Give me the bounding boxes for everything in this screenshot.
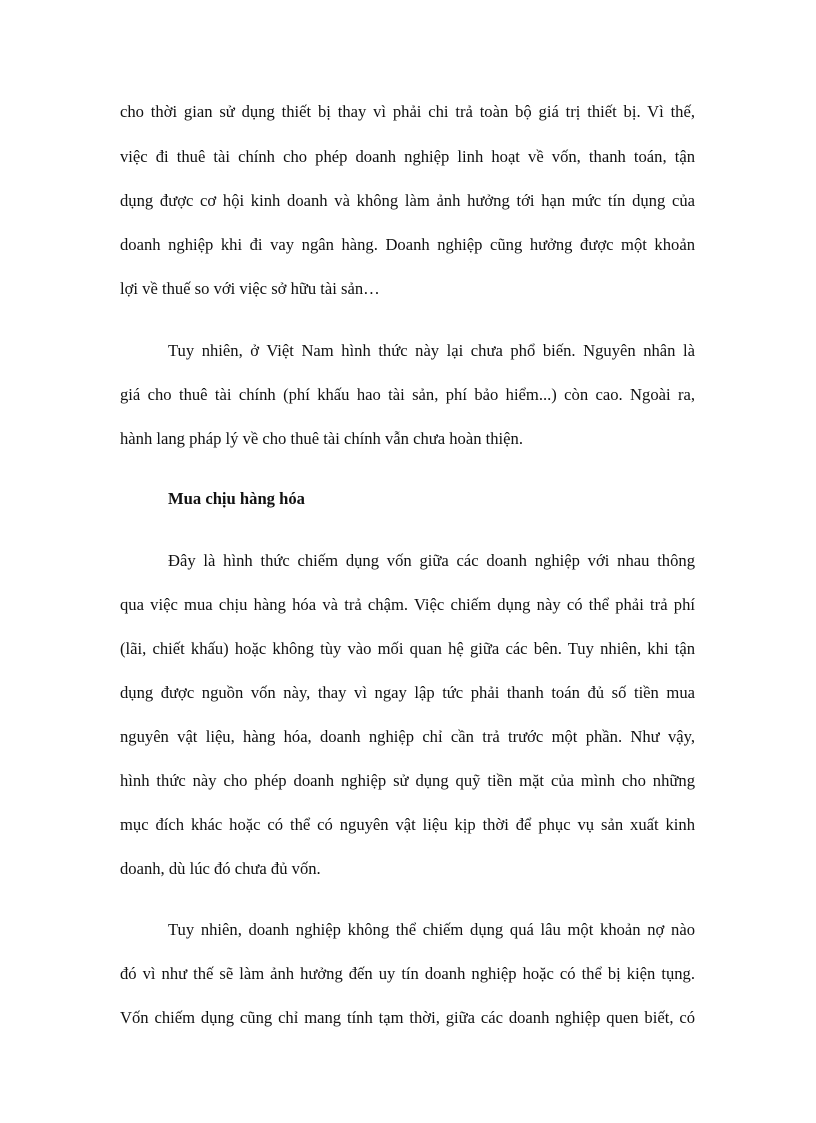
text-line: Tuy nhiên, doanh nghiệp không thể chiếm dụng quá lâu một khoản nợ nào <box>168 920 695 939</box>
text-line: mục đích khác hoặc có thể có nguyên vật liệu kịp thời để phục vụ sản xuất kinh <box>120 815 695 834</box>
text-line: doanh, dù lúc đó chưa đủ vốn. <box>120 859 321 878</box>
text-line: (lãi, chiết khấu) hoặc không tùy vào mối quan hệ giữa các bên. Tuy nhiên, khi tận <box>120 639 695 658</box>
text-line: hành lang pháp lý về cho thuê tài chính vẫn chưa hoàn thiện. <box>120 429 523 448</box>
text-line: đó vì như thế sẽ làm ảnh hưởng đến uy tín doanh nghiệp hoặc có thể bị kiện tụng. <box>120 964 695 983</box>
text-line: qua việc mua chịu hàng hóa và trả chậm. Việc chiếm dụng này có thể phải trả phí <box>120 595 695 614</box>
text-line: việc đi thuê tài chính cho phép doanh nghiệp linh hoạt về vốn, thanh toán, tận <box>120 147 695 166</box>
section-heading: Mua chịu hàng hóa <box>168 489 305 508</box>
text-line: Vốn chiếm dụng cũng chỉ mang tính tạm thời, giữa các doanh nghiệp quen biết, có <box>120 1008 695 1027</box>
text-line: lợi về thuế so với việc sở hữu tài sản… <box>120 279 380 298</box>
text-line: Tuy nhiên, ở Việt Nam hình thức này lại chưa phổ biến. Nguyên nhân là <box>168 341 695 360</box>
text-line: cho thời gian sử dụng thiết bị thay vì phải chi trả toàn bộ giá trị thiết bị. Vì thế, <box>120 102 695 121</box>
text-line: Đây là hình thức chiếm dụng vốn giữa các doanh nghiệp với nhau thông <box>168 551 695 570</box>
text-line: dụng được cơ hội kinh doanh và không làm ảnh hưởng tới hạn mức tín dụng của <box>120 191 695 210</box>
text-line: doanh nghiệp khi đi vay ngân hàng. Doanh nghiệp cũng hưởng được một khoản <box>120 235 695 254</box>
text-line: nguyên vật liệu, hàng hóa, doanh nghiệp chỉ cần trả trước một phần. Như vậy, <box>120 727 695 746</box>
text-line: dụng được nguồn vốn này, thay vì ngay lập tức phải thanh toán đủ số tiền mua <box>120 683 695 702</box>
text-line: hình thức này cho phép doanh nghiệp sử dụng quỹ tiền mặt của mình cho những <box>120 771 695 790</box>
text-line: giá cho thuê tài chính (phí khấu hao tài sản, phí bảo hiểm...) còn cao. Ngoài ra, <box>120 385 695 404</box>
